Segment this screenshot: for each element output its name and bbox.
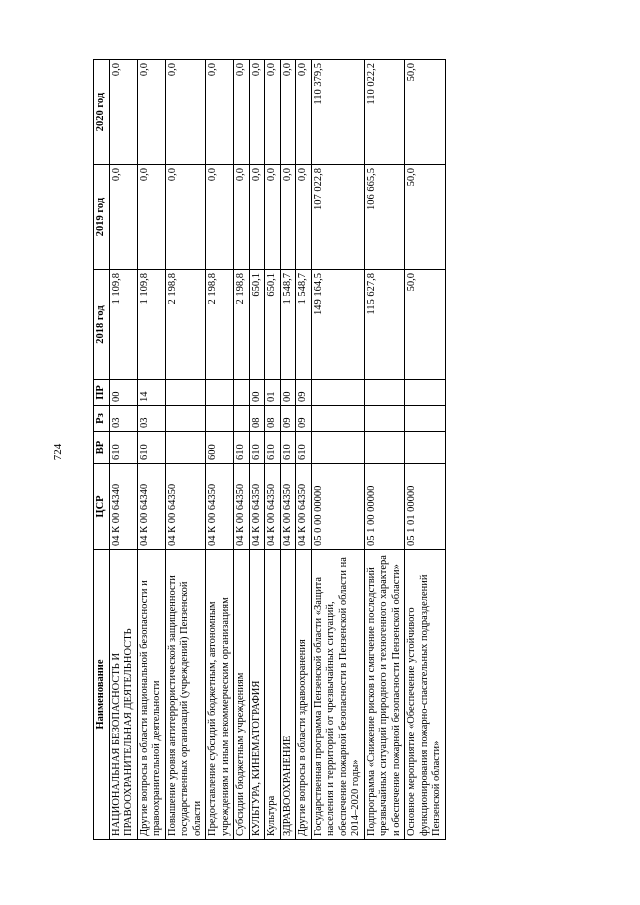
cell-pr: 00 [280, 380, 296, 406]
table-header-row [94, 60, 110, 840]
cell-2018: 1 548,7 [280, 270, 296, 380]
cell-vr [165, 432, 206, 464]
header-rz: Рз [94, 406, 110, 432]
cell-vr: 610 [280, 432, 296, 464]
cell-2020: 0,0 [249, 60, 265, 165]
cell-pr [311, 380, 364, 406]
cell-vr: 610 [234, 432, 250, 464]
cell-csr: 04 К 00 64340 [137, 464, 165, 550]
cell-name: Предоставление субсидий бюджетным, автономным учреждениям и иным некоммерческим организациям [206, 550, 234, 840]
cell-name: Основное мероприятие «Обеспечение устойчивого функционирования пожарно-спасательных подразделений Пензенской области» [405, 550, 446, 840]
cell-name: Другие вопросы в области здравоохранения [296, 550, 312, 840]
table-row [109, 60, 137, 840]
cell-rz [234, 406, 250, 432]
cell-rz: 08 [249, 406, 265, 432]
cell-csr: 05 0 00 00000 [311, 464, 364, 550]
cell-name: Государственная программа Пензенской области «Защита населения и территорий от чрезвычайных ситуаций, обеспечение пожарной безопасности в Пензенской области на 2014–2020 годы» [311, 550, 364, 840]
cell-2020: 0,0 [165, 60, 206, 165]
cell-csr: 04 К 00 64350 [234, 464, 250, 550]
cell-pr [234, 380, 250, 406]
header-vr: ВР [94, 432, 110, 464]
table-row [364, 60, 405, 840]
cell-pr [364, 380, 405, 406]
cell-2018: 650,1 [249, 270, 265, 380]
cell-vr [364, 432, 405, 464]
cell-2020: 0,0 [296, 60, 312, 165]
table-row [405, 60, 446, 840]
cell-2019: 50,0 [405, 165, 446, 270]
cell-2018: 149 164,5 [311, 270, 364, 380]
cell-2020: 110 379,5 [311, 60, 364, 165]
budget-table [93, 59, 446, 840]
cell-2018: 50,0 [405, 270, 446, 380]
cell-2018: 1 109,8 [137, 270, 165, 380]
cell-rz: 03 [109, 406, 137, 432]
cell-vr [311, 432, 364, 464]
cell-2020: 0,0 [109, 60, 137, 165]
cell-name: Повышение уровня антитеррористической защищенности государственных организаций (учреждений) Пензенской области [165, 550, 206, 840]
cell-rz: 09 [296, 406, 312, 432]
cell-csr: 04 К 00 64350 [296, 464, 312, 550]
cell-2018: 650,1 [265, 270, 281, 380]
table-row [265, 60, 281, 840]
cell-csr: 04 К 00 64350 [206, 464, 234, 550]
cell-vr: 610 [137, 432, 165, 464]
page-number: 724 [52, 443, 64, 461]
table-row [234, 60, 250, 840]
cell-name: НАЦИОНАЛЬНАЯ БЕЗОПАСНОСТЬ И ПРАВООХРАНИТЕЛЬНАЯ ДЕЯТЕЛЬНОСТЬ [109, 550, 137, 840]
cell-2020: 0,0 [137, 60, 165, 165]
cell-pr [405, 380, 446, 406]
cell-rz: 09 [280, 406, 296, 432]
table-row [165, 60, 206, 840]
cell-2019: 107 022,8 [311, 165, 364, 270]
cell-2020: 110 022,2 [364, 60, 405, 165]
table-row [296, 60, 312, 840]
cell-csr: 04 К 00 64350 [165, 464, 206, 550]
header-csr: ЦСР [94, 464, 110, 550]
cell-2019: 0,0 [137, 165, 165, 270]
cell-2019: 0,0 [280, 165, 296, 270]
cell-rz [405, 406, 446, 432]
cell-vr: 610 [109, 432, 137, 464]
cell-2019: 0,0 [206, 165, 234, 270]
cell-2019: 106 665,5 [364, 165, 405, 270]
cell-csr: 05 1 01 00000 [405, 464, 446, 550]
cell-2019: 0,0 [249, 165, 265, 270]
cell-2018: 2 198,8 [234, 270, 250, 380]
cell-name: Подпрограмма «Снижение рисков и смягчение последствий чрезвычайных ситуаций природного и техногенного характера и обеспечение пожарной безопасности Пензенской области» [364, 550, 405, 840]
cell-rz: 08 [265, 406, 281, 432]
table-row [311, 60, 364, 840]
cell-2020: 50,0 [405, 60, 446, 165]
cell-2020: 0,0 [206, 60, 234, 165]
header-2020: 2020 год [94, 60, 110, 165]
cell-2020: 0,0 [265, 60, 281, 165]
cell-2019: 0,0 [234, 165, 250, 270]
cell-2018: 2 198,8 [165, 270, 206, 380]
cell-2019: 0,0 [265, 165, 281, 270]
cell-2018: 115 627,8 [364, 270, 405, 380]
cell-pr [165, 380, 206, 406]
cell-2018: 2 198,8 [206, 270, 234, 380]
cell-pr: 01 [265, 380, 281, 406]
cell-pr: 14 [137, 380, 165, 406]
cell-csr: 04 К 00 64340 [109, 464, 137, 550]
header-2019: 2019 год [94, 165, 110, 270]
header-2018: 2018 год [94, 270, 110, 380]
cell-name: Другие вопросы в области национальной безопасности и правоохранительной деятельности [137, 550, 165, 840]
header-pr: ПР [94, 380, 110, 406]
cell-pr: 00 [109, 380, 137, 406]
cell-vr: 610 [296, 432, 312, 464]
cell-pr: 09 [296, 380, 312, 406]
cell-2020: 0,0 [280, 60, 296, 165]
cell-2019: 0,0 [109, 165, 137, 270]
cell-vr: 610 [249, 432, 265, 464]
cell-2019: 0,0 [296, 165, 312, 270]
cell-name: Субсидии бюджетным учреждениям [234, 550, 250, 840]
table-row [280, 60, 296, 840]
cell-2019: 0,0 [165, 165, 206, 270]
cell-rz [364, 406, 405, 432]
cell-pr [206, 380, 234, 406]
cell-vr: 600 [206, 432, 234, 464]
cell-rz [165, 406, 206, 432]
cell-name: ЗДРАВООХРАНЕНИЕ [280, 550, 296, 840]
cell-rz [206, 406, 234, 432]
cell-vr [405, 432, 446, 464]
header-name: Наименование [94, 550, 110, 840]
cell-csr: 04 К 00 64350 [265, 464, 281, 550]
cell-name: Культура [265, 550, 281, 840]
cell-name: КУЛЬТУРА, КИНЕМАТОГРАФИЯ [249, 550, 265, 840]
rotated-table-container [93, 60, 475, 840]
cell-csr: 05 1 00 00000 [364, 464, 405, 550]
cell-csr: 04 К 00 64350 [249, 464, 265, 550]
cell-2018: 1 109,8 [109, 270, 137, 380]
cell-rz: 03 [137, 406, 165, 432]
table-row [206, 60, 234, 840]
cell-vr: 610 [265, 432, 281, 464]
cell-rz [311, 406, 364, 432]
cell-2018: 1 548,7 [296, 270, 312, 380]
cell-pr: 00 [249, 380, 265, 406]
table-row [249, 60, 265, 840]
table-row [137, 60, 165, 840]
cell-2020: 0,0 [234, 60, 250, 165]
cell-csr: 04 К 00 64350 [280, 464, 296, 550]
